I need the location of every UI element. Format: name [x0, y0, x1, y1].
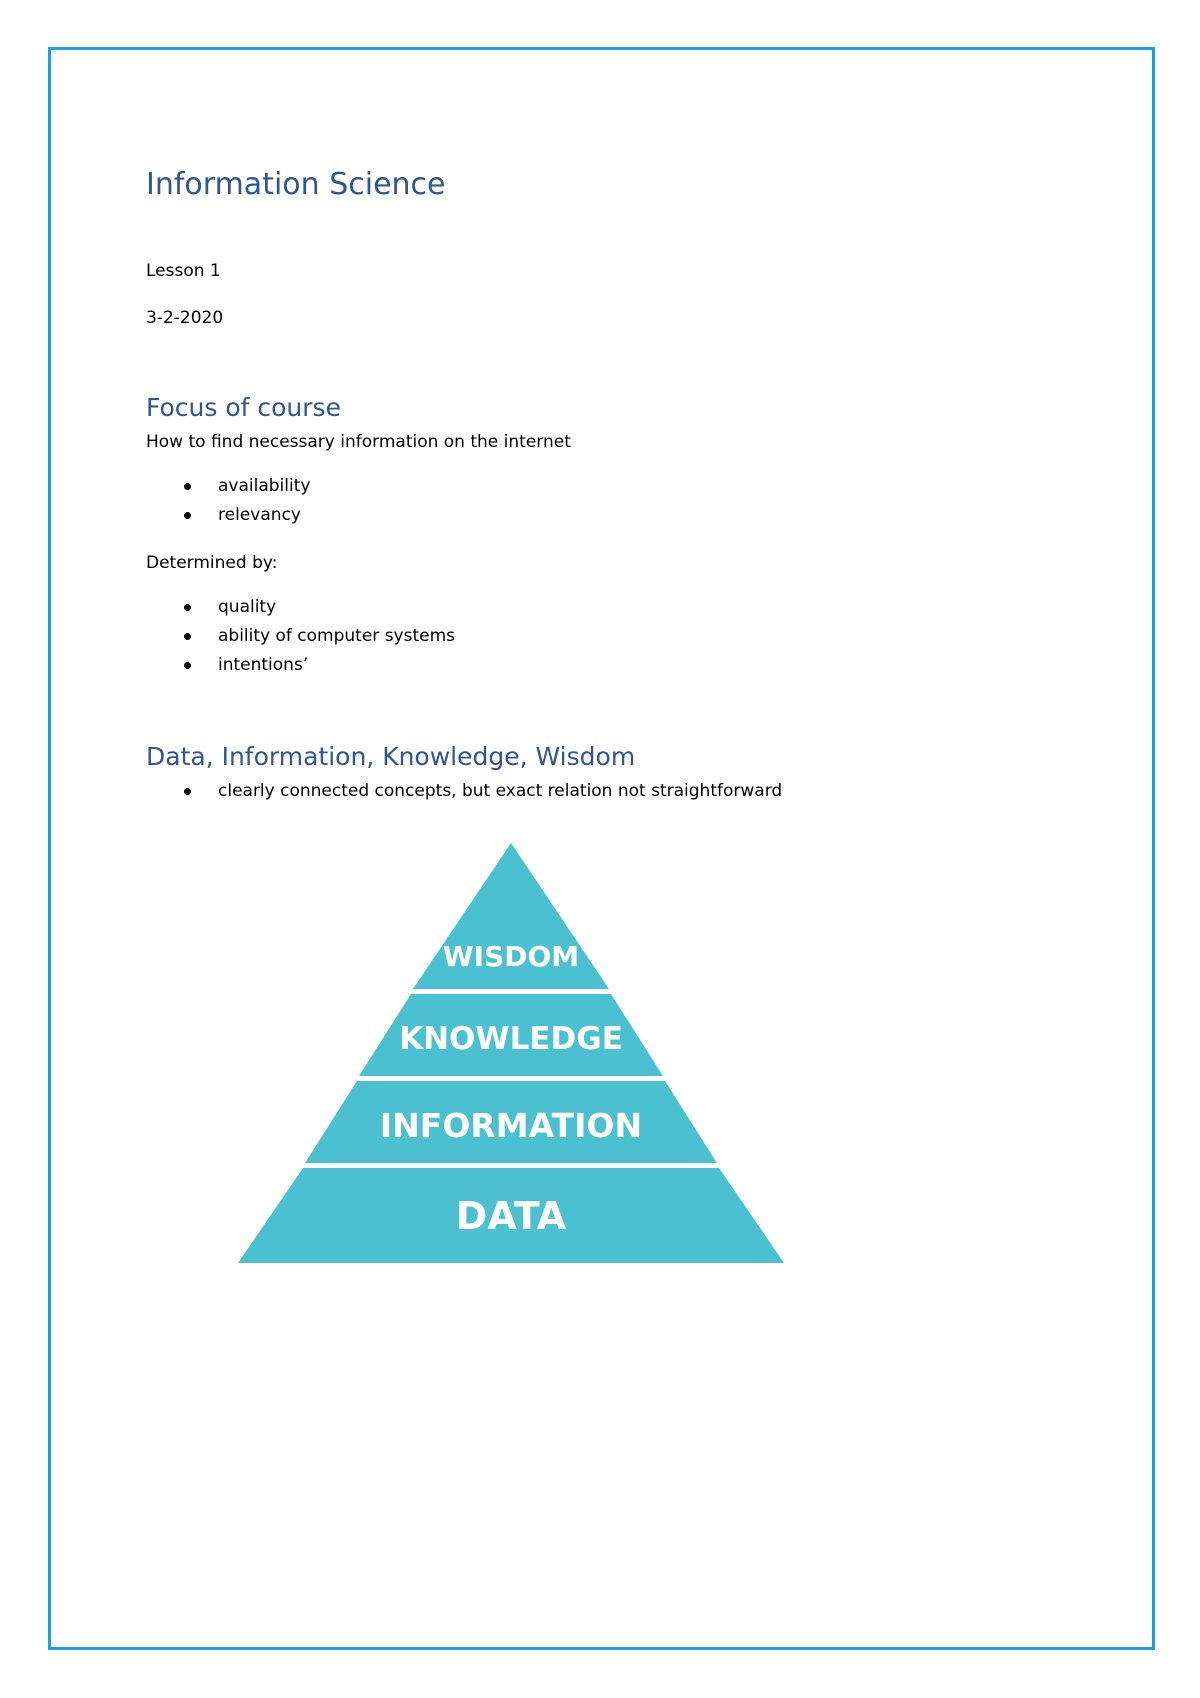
pyramid-label-information: INFORMATION — [379, 1106, 643, 1145]
lesson-date: 3-2-2020 — [146, 308, 224, 328]
list-item-text: quality — [218, 597, 277, 617]
list-item — [146, 501, 310, 530]
list-item — [146, 651, 455, 680]
dikw-list — [146, 777, 782, 806]
bullet-icon — [184, 662, 191, 669]
determined-label: Determined by: — [146, 553, 278, 573]
list-item — [146, 472, 310, 501]
focus-list — [146, 472, 310, 530]
list-item — [146, 593, 455, 622]
determined-list — [146, 593, 455, 680]
list-item-text: relevancy — [218, 505, 301, 525]
list-item-text: clearly connected concepts, but exact relation not straightforward — [218, 781, 783, 801]
document-title: Information Science — [146, 167, 446, 202]
focus-intro: How to find necessary information on the internet — [146, 432, 571, 452]
list-item — [146, 777, 782, 806]
bullet-icon — [184, 633, 191, 640]
pyramid-label-data: DATA — [455, 1194, 567, 1238]
list-item — [146, 622, 455, 651]
list-item-text: ability of computer systems — [218, 626, 456, 646]
bullet-icon — [184, 483, 191, 490]
pyramid-label-wisdom: WISDOM — [442, 940, 580, 973]
list-item-text: availability — [218, 476, 311, 496]
bullet-icon — [184, 604, 191, 611]
dikw-pyramid — [238, 843, 784, 1268]
bullet-icon — [184, 788, 191, 795]
focus-heading: Focus of course — [146, 393, 341, 422]
bullet-icon — [184, 512, 191, 519]
dikw-heading: Data, Information, Knowledge, Wisdom — [146, 742, 636, 771]
list-item-text: intentions’ — [218, 655, 309, 675]
pyramid-label-knowledge: KNOWLEDGE — [399, 1021, 623, 1057]
lesson-label: Lesson 1 — [146, 261, 221, 281]
